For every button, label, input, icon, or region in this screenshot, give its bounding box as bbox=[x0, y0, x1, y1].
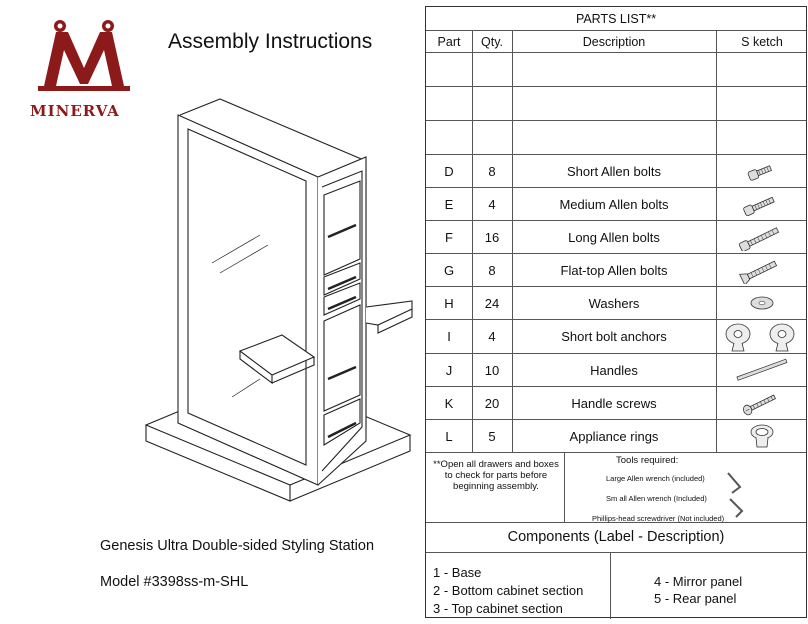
component-rear-panel: 5 - Rear panel bbox=[654, 591, 737, 606]
component-base: 1 - Base bbox=[433, 565, 482, 580]
open-drawers-note: **Open all drawers and boxes to check for parts before beginning assembly. bbox=[433, 459, 559, 492]
components-divider bbox=[610, 553, 611, 619]
brand-name: MINERVA bbox=[30, 102, 120, 120]
parts-list-table bbox=[425, 6, 807, 618]
part-description: Washers bbox=[588, 295, 640, 311]
column-divider bbox=[512, 31, 513, 453]
part-qty: 10 bbox=[484, 362, 500, 378]
medium-bolt-icon bbox=[716, 188, 808, 220]
part-letter: G bbox=[443, 262, 455, 278]
part-letter: L bbox=[445, 428, 453, 444]
page-title: Assembly Instructions bbox=[168, 30, 373, 53]
column-sketch: S ketch bbox=[741, 34, 783, 49]
parts-list-heading-row bbox=[426, 7, 806, 31]
components-heading: Components (Label - Description) bbox=[507, 529, 725, 545]
part-letter: D bbox=[444, 163, 454, 179]
table-row bbox=[426, 387, 806, 420]
column-qty: Qty. bbox=[481, 34, 503, 49]
product-name: Genesis Ultra Double-sided Styling Station bbox=[100, 538, 375, 554]
part-description: Short bolt anchors bbox=[561, 329, 667, 344]
tool-phillips-screwdriver: Phillips-head screwdriver (Not included) bbox=[592, 514, 725, 523]
model-number: Model #3398ss-m-SHL bbox=[100, 574, 249, 590]
part-letter: E bbox=[444, 196, 454, 212]
handle-icon bbox=[716, 354, 808, 386]
bolt-anchor-icon bbox=[716, 320, 808, 353]
part-qty: 20 bbox=[484, 395, 500, 411]
notes-row bbox=[426, 453, 806, 523]
part-letter: K bbox=[444, 395, 454, 411]
component-mirror-panel: 4 - Mirror panel bbox=[654, 574, 743, 589]
handle-screw-icon bbox=[716, 387, 808, 419]
notes-divider bbox=[564, 453, 565, 523]
table-row bbox=[426, 221, 806, 254]
part-description: Medium Allen bolts bbox=[559, 196, 669, 212]
table-row-empty bbox=[426, 53, 806, 87]
flat-top-bolt-icon bbox=[716, 254, 808, 286]
short-bolt-icon bbox=[716, 155, 808, 187]
part-description: Flat-top Allen bolts bbox=[560, 262, 668, 278]
part-description: Handles bbox=[590, 362, 638, 378]
components-list bbox=[426, 553, 806, 619]
component-top-cabinet: 3 - Top cabinet section bbox=[433, 601, 563, 616]
washer-icon bbox=[716, 287, 808, 319]
column-divider bbox=[472, 31, 473, 453]
tools-required-heading: Tools required: bbox=[616, 455, 679, 466]
part-description: Short Allen bolts bbox=[567, 163, 661, 179]
component-bottom-cabinet: 2 - Bottom cabinet section bbox=[433, 583, 584, 598]
parts-list-heading: PARTS LIST** bbox=[575, 11, 657, 26]
table-row-empty bbox=[426, 121, 806, 155]
column-description: Description bbox=[582, 34, 646, 49]
components-heading-row bbox=[426, 523, 806, 553]
part-qty: 16 bbox=[484, 229, 500, 245]
table-row bbox=[426, 320, 806, 354]
table-row bbox=[426, 420, 806, 453]
part-letter: F bbox=[445, 229, 453, 245]
parts-list-column-header bbox=[426, 31, 806, 53]
part-letter: H bbox=[444, 295, 454, 311]
styling-station-drawing bbox=[140, 95, 420, 515]
tool-large-allen-wrench: Large Allen wrench (included) bbox=[606, 474, 705, 483]
table-row bbox=[426, 188, 806, 221]
column-part: Part bbox=[437, 34, 461, 49]
part-qty: 5 bbox=[488, 428, 496, 444]
part-letter: I bbox=[447, 329, 451, 344]
part-description: Appliance rings bbox=[569, 428, 659, 444]
part-description: Long Allen bolts bbox=[568, 229, 660, 245]
part-qty: 24 bbox=[484, 295, 500, 311]
part-description: Handle screws bbox=[571, 395, 657, 411]
allen-wrench-icon bbox=[722, 469, 756, 521]
part-qty: 4 bbox=[488, 196, 496, 212]
appliance-ring-icon bbox=[716, 420, 808, 452]
tool-small-allen-wrench: Sm all Allen wrench (Included) bbox=[606, 494, 707, 503]
part-qty: 8 bbox=[488, 262, 496, 278]
part-qty: 4 bbox=[488, 329, 496, 344]
long-bolt-icon bbox=[716, 221, 808, 253]
table-row bbox=[426, 155, 806, 188]
column-divider bbox=[716, 31, 717, 453]
table-row-empty bbox=[426, 87, 806, 121]
table-row bbox=[426, 254, 806, 287]
part-qty: 8 bbox=[488, 163, 496, 179]
table-row bbox=[426, 354, 806, 387]
table-row bbox=[426, 287, 806, 320]
part-letter: J bbox=[445, 362, 453, 378]
